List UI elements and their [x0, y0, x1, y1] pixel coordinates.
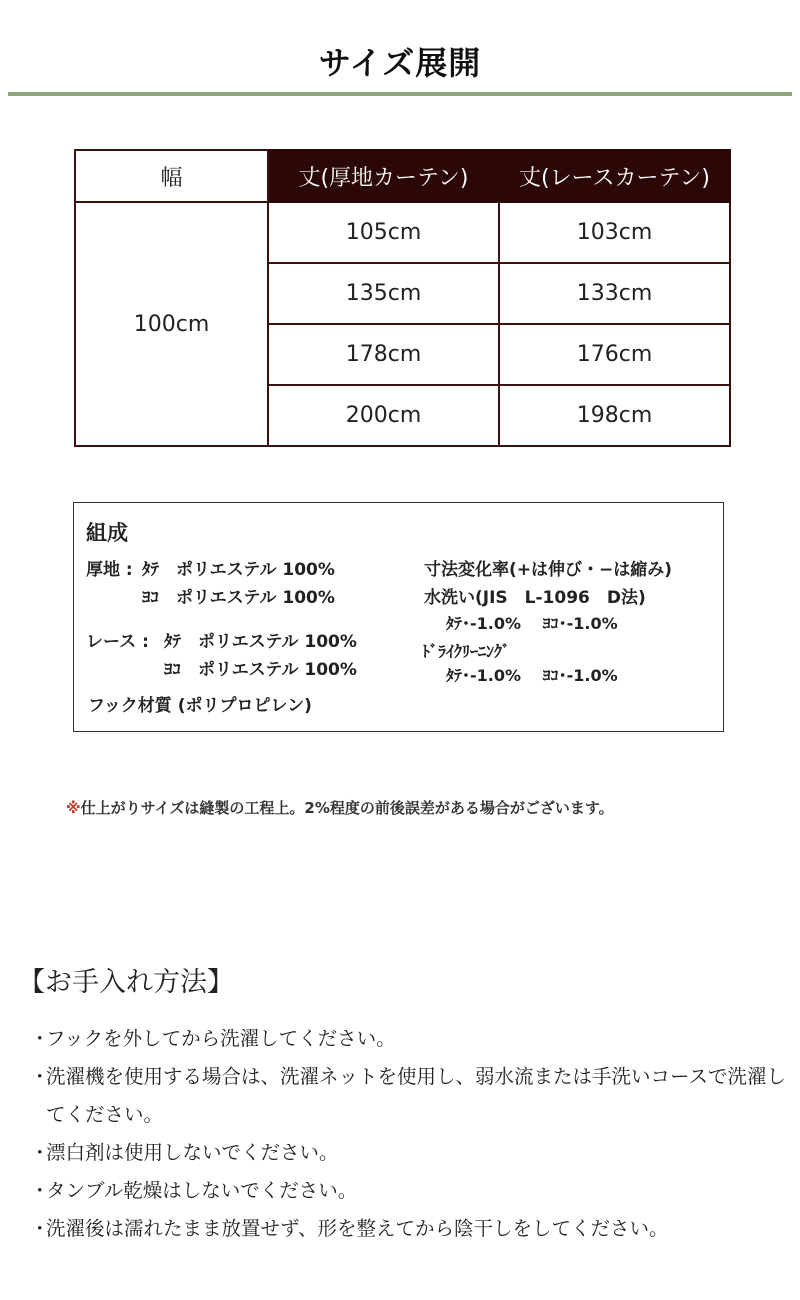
dimension-change-title: 寸法変化率(+は伸び・−は縮み): [424, 560, 673, 580]
lace-length-cell: 176cm: [499, 324, 730, 385]
list-item: [30, 1210, 800, 1248]
title-divider: [8, 92, 792, 96]
care-text: 漂白剤は使用しないでください。: [46, 1141, 339, 1164]
width-value: 100cm: [75, 202, 268, 446]
hook-material: フック材質 (ポリプロピレン): [88, 696, 312, 716]
wash-method: 水洗い(JIS L-1096 D法): [424, 588, 646, 608]
care-list: [30, 1020, 800, 1248]
thick-warp: ﾀﾃ ポリエステル 100%: [142, 560, 335, 580]
size-table: [74, 149, 731, 447]
lace-length-cell: 133cm: [499, 263, 730, 324]
size-table-header: [75, 150, 730, 202]
page-title: サイズ展開: [318, 44, 482, 82]
bullet: ・: [30, 1179, 50, 1202]
size-tolerance-note: [66, 797, 614, 818]
bullet: ・: [30, 1027, 50, 1050]
wash-values: ﾀﾃ･-1.0% ﾖｺ･-1.0%: [446, 614, 618, 633]
bullet: ・: [30, 1141, 50, 1164]
thick-length-cell: 178cm: [268, 324, 499, 385]
dry-cleaning-label: ﾄﾞﾗｲｸﾘｰﾆﾝｸﾞ: [422, 642, 511, 661]
bullet: ・: [30, 1217, 50, 1240]
lace-length-cell: 103cm: [499, 202, 730, 263]
list-item: [30, 1134, 800, 1172]
header-thick-length: 丈(厚地カーテン): [268, 150, 499, 202]
dry-values: ﾀﾃ･-1.0% ﾖｺ･-1.0%: [446, 666, 618, 685]
thick-length-cell: 135cm: [268, 263, 499, 324]
lace-weft: ﾖｺ ポリエステル 100%: [164, 660, 357, 680]
care-title: 【お手入れ方法】: [18, 967, 234, 998]
list-item: [30, 1020, 800, 1058]
thick-weft: ﾖｺ ポリエステル 100%: [142, 588, 335, 608]
table-row: [75, 202, 730, 263]
bullet: ・: [30, 1065, 50, 1088]
thick-length-cell: 105cm: [268, 202, 499, 263]
composition-box: [73, 502, 724, 732]
thick-label: 厚地 :: [86, 560, 133, 580]
thick-length-cell: 200cm: [268, 385, 499, 446]
lace-label: レース :: [86, 632, 149, 652]
care-text: フックを外してから洗濯してください。: [46, 1027, 396, 1050]
lace-warp: ﾀﾃ ポリエステル 100%: [164, 632, 357, 652]
header-lace-length: 丈(レースカーテン): [499, 150, 730, 202]
list-item: [30, 1058, 800, 1134]
header-width: 幅: [75, 150, 268, 202]
care-text: 洗濯後は濡れたまま放置せず、形を整えてから陰干しをしてください。: [46, 1217, 669, 1240]
note-text: 仕上がりサイズは縫製の工程上。2%程度の前後誤差がある場合がございます。: [80, 799, 614, 817]
care-text: 洗濯機を使用する場合は、洗濯ネットを使用し、弱水流または手洗いコースで洗濯してください。: [46, 1065, 787, 1126]
composition-heading: 組成: [86, 521, 128, 545]
lace-length-cell: 198cm: [499, 385, 730, 446]
note-mark: ※: [66, 799, 81, 817]
care-text: タンブル乾燥はしないでください。: [46, 1179, 358, 1202]
list-item: [30, 1172, 800, 1210]
